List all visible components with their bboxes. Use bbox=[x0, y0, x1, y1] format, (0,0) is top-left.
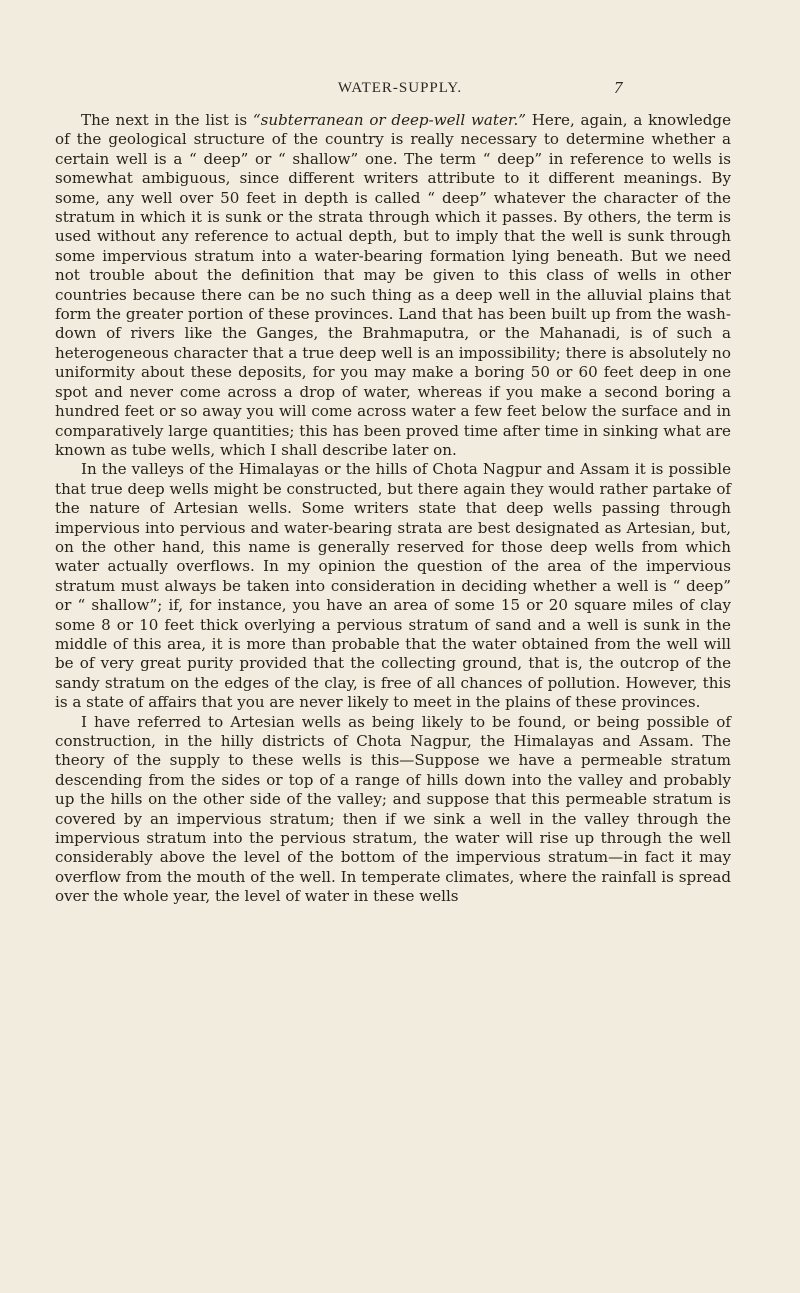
paragraph bbox=[55, 111, 731, 460]
emphasized-phrase: “subterranean or deep-well water.” bbox=[252, 111, 526, 129]
paragraph bbox=[55, 713, 731, 907]
running-title: WATER-SUPPLY. bbox=[337, 80, 463, 96]
paragraph-text: I have referred to Artesian wells as being likely to be found, or being possible of construction, in the hilly districts of Chota Nagpur, the Himalayas and Assam. The theory of the supply to these wells is this—Suppose we have a permeable stratum descending from the sides or top of a range of hills down into the valley and probably up the hills on the other side of the valley; and suppose that this permeable stratum is covered by an impervious stratum; then if we sink a well in the valley through the impervious stratum into the pervious stratum, the water will rise up through the well considerably above the level of the bottom of the impervious stratum—in fact it may overflow from the mouth of the well. In temperate climates, where the rainfall is spread over the whole year, the level of water in these wells bbox=[55, 712, 731, 906]
paragraph-text: In the valleys of the Himalayas or the hills of Chota Nagpur and Assam it is possible that true deep wells might be constructed, but there again they would rather partake of the nature of Artesian wells. Some writers state that deep wells passing through impervious into pervious and water-bearing strata are best designated as Artesian, but, on the other hand, this name is generally reserved for those deep wells from which water actually overflows. In my opinion the question of the area of the impervious stratum must always be taken into consideration in deciding whether a well is “ deep” or “ shallow”; if, for instance, you have an area of some 15 or 20 square miles of clay some 8 or 10 feet thick overlying a pervious stratum of sand and a well is sunk in the middle of this area, it is more than probable that the water obtained from the well will be of very great purity provided that the collecting ground, that is, the outcrop of the sandy stratum on the edges of the clay, is free of all chances of pollution. However, this is a state of affairs that you are never likely to meet in the plains of these provinces. bbox=[55, 460, 731, 712]
paragraph bbox=[55, 460, 731, 712]
page-number: 7 bbox=[614, 78, 623, 97]
paragraph-text: Here, again, a knowledge of the geological structure of the country is really necessary to determine whether a certain well is a “ deep” or “ shallow” one. The term “ deep” in reference to wells is somewhat ambiguous, since different writers attribute to it different meanings. By some, any well over 50 feet in depth is called “ deep” whatever the character of the stratum in which it is sunk or the strata through which it passes. By others, the term is used without any reference to actual depth, but to imply that the well is sunk through some impervious stratum into a water-bearing formation lying beneath. But we need not trouble about the definition that may be given to this class of wells in other countries because there can be no such thing as a deep well in the alluvial plains that form the greater portion of these provinces. Land that has been built up from the wash-down of rivers like the Ganges, the Brahmaputra, or the Mahanadi, is of such a heterogeneous character that a true deep well is an impossibility; there is absolutely no uniformity about these deposits, for you may make a boring 50 or 60 feet deep in one spot and never come across a drop of water, whereas if you make a second boring a hundred feet or so away you will come across water a few feet below the surface and in comparatively large quantities; this has been proved time after time in sinking what are known as tube wells, which I shall describe later on. bbox=[55, 111, 731, 459]
body-text bbox=[55, 111, 731, 907]
running-head bbox=[0, 80, 800, 104]
paragraph-lead: The next in the list is bbox=[81, 111, 253, 129]
